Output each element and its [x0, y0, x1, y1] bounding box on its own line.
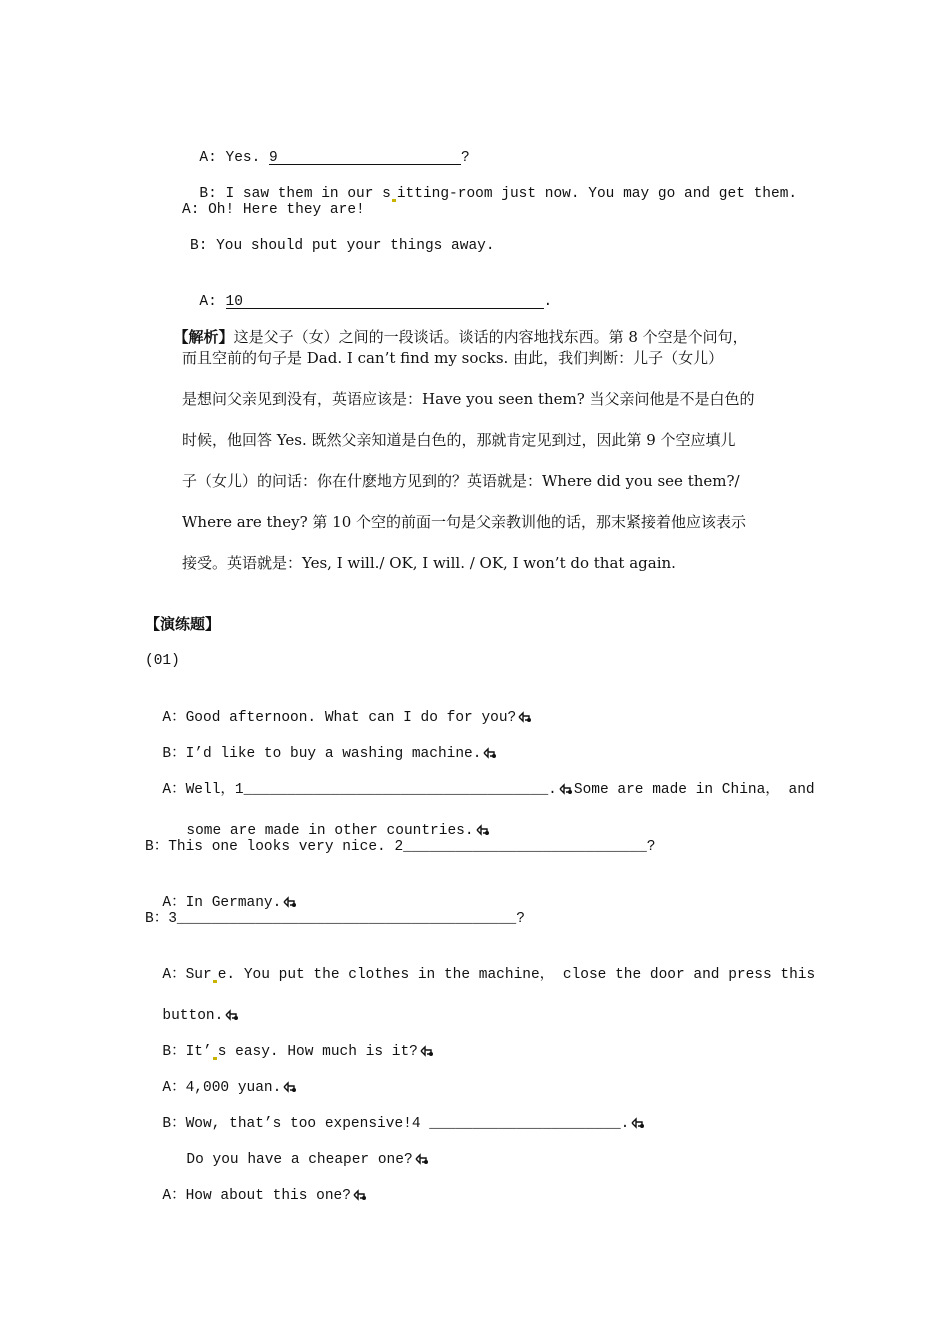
explanation-line-7: 接受。英语就是：Yes, I will./ OK, I will. / OK, I won’t do that again.	[182, 554, 676, 572]
explanation-line-1	[164, 307, 748, 347]
explanation-label: 【解析】	[173, 328, 234, 346]
dialog-text: A:	[199, 294, 226, 310]
practice-line-8	[145, 945, 815, 985]
return-mark-icon	[419, 1045, 435, 1057]
practice-line-4	[169, 801, 491, 841]
practice-text: A：Well，1___________________________________.	[162, 782, 557, 798]
practice-text: A：Good afternoon. What can I do for you?	[162, 710, 517, 726]
return-mark-icon	[282, 1081, 298, 1093]
practice-line-1	[145, 688, 533, 728]
dialog-text: A: Yes.	[199, 150, 270, 166]
blank-number: 10	[225, 294, 243, 310]
explanation-line-6: Where are they? 第 10 个空的前面一句是父亲教训他的话，那末紧接着他应该表示	[182, 513, 747, 531]
edit-mark	[213, 980, 217, 983]
practice-number: (01)	[145, 653, 180, 669]
dialog-line-b-put: B: You should put your things away.	[190, 238, 495, 254]
dialog-text: itting-room just now. You may go and get them.	[396, 186, 798, 202]
edit-mark	[392, 199, 396, 202]
practice-text: Some are made in China， and	[573, 782, 815, 798]
return-mark-icon	[352, 1189, 368, 1201]
dialog-line-a-oh: A: Oh! Here they are!	[182, 202, 365, 218]
explanation-line-5: 子（女儿）的问话：你在什麽地方见到的？英语就是：Where did you see them?/	[182, 472, 740, 490]
dialog-line-b-saw	[182, 164, 797, 204]
dialog-text: ?	[461, 150, 470, 166]
practice-line-11	[145, 1058, 298, 1098]
return-mark-icon	[630, 1117, 646, 1129]
answer-blank-9	[269, 148, 461, 165]
practice-line-3	[145, 760, 815, 800]
practice-line-2	[145, 724, 498, 764]
practice-text: B：It’	[162, 1044, 212, 1060]
return-mark-icon	[224, 1009, 240, 1021]
practice-text: e. You put the clothes in the machine， close the door and press this	[217, 967, 816, 983]
practice-text: some are made in other countries.	[186, 823, 474, 839]
return-mark-icon	[414, 1153, 430, 1165]
practice-line-5: B：This one looks very nice. 2____________________________?	[145, 839, 656, 855]
practice-text: A：Sur	[162, 967, 212, 983]
practice-text: button.	[162, 1008, 224, 1024]
dialog-line-a-10	[182, 272, 552, 312]
practice-line-9	[145, 986, 240, 1026]
practice-line-10	[145, 1022, 435, 1062]
return-mark-icon	[475, 824, 491, 836]
practice-text: A：4,000 yuan.	[162, 1080, 282, 1096]
practice-line-7: B：3_______________________________________?	[145, 911, 525, 927]
practice-text: s easy. How much is it?	[217, 1044, 418, 1060]
practice-line-14	[145, 1166, 368, 1206]
practice-text: B：Wow, that’s too expensive!4 ______________________.	[162, 1116, 630, 1132]
practice-title: 【演练题】	[145, 615, 221, 633]
explanation-line-3: 是想问父亲见到没有，英语应该是：Have you seen them? 当父亲问他是不是白色的	[182, 390, 755, 408]
dialog-line-a-yes	[182, 128, 470, 168]
practice-line-6	[145, 873, 298, 913]
return-mark-icon	[558, 783, 574, 795]
blank-number: 9	[269, 150, 278, 166]
return-mark-icon	[517, 711, 533, 723]
return-mark-icon	[282, 896, 298, 908]
dialog-text: B: I saw them in our s	[199, 186, 391, 202]
explanation-line-4: 时候，他回答 Yes. 既然父亲知道是白色的，那就肯定见到过，因此第 9 个空应填儿	[182, 431, 736, 449]
practice-line-12	[145, 1094, 646, 1134]
practice-text: A：How about this one?	[162, 1188, 351, 1204]
dialog-text: .	[543, 294, 553, 310]
practice-text: B：I’d like to buy a washing machine.	[162, 746, 482, 762]
practice-text: Do you have a cheaper one?	[186, 1152, 413, 1168]
return-mark-icon	[482, 747, 498, 759]
practice-text: A：In Germany.	[162, 895, 282, 911]
explanation-line-2: 而且空前的句子是 Dad. I can’t find my socks. 由此，我们判断：儿子（女儿）	[182, 349, 724, 367]
explanation-text: 这是父子（女）之间的一段谈话。谈话的内容地找东西。第 8 个空是个问句，	[233, 328, 748, 346]
practice-line-13	[169, 1130, 430, 1170]
